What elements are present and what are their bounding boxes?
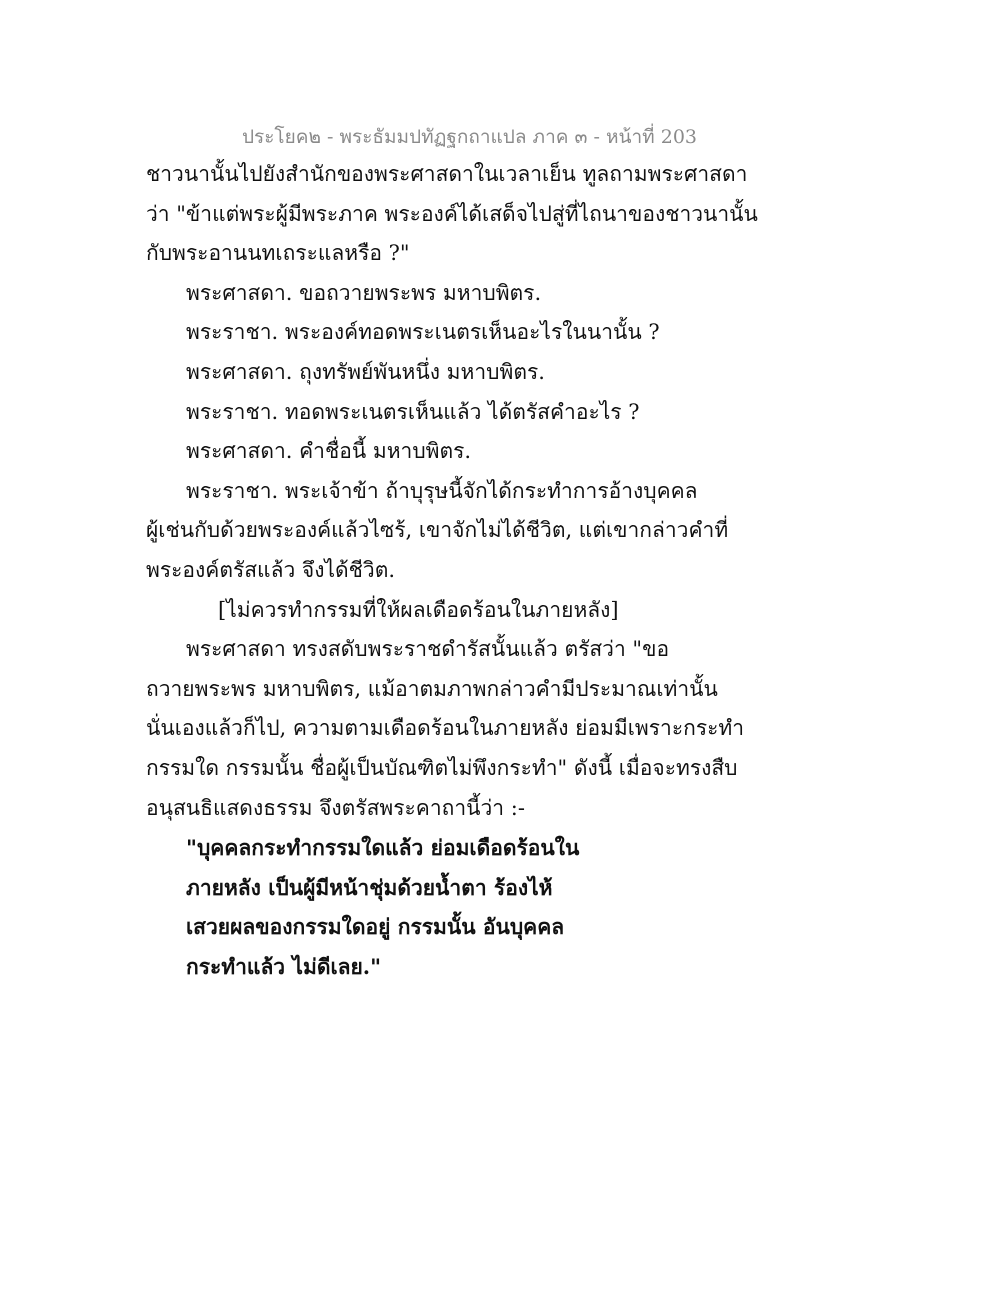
verse-line: ภายหลัง เป็นผู้มีหน้าชุ่มด้วยน้ำตา ร้องไห้ <box>186 874 553 900</box>
paragraph-start: พระศาสดา ทรงสดับพระราชดำรัสนั้นแล้ว ตรัสว่า "ขอ <box>186 637 670 662</box>
text-line: ผู้เช่นกับด้วยพระองค์แล้วไซร้, เขาจักไม่ได้ชีวิต, แต่เขากล่าวคำที่ <box>146 518 729 543</box>
dialogue-line: พระศาสดา. ขอถวายพระพร มหาบพิตร. <box>186 280 542 305</box>
text-line: ว่า "ข้าแต่พระผู้มีพระภาค พระองค์ได้เสด็จไปสู่ที่ไถนาของชาวนานั้น <box>146 201 758 226</box>
section-heading: [ไม่ควรทำกรรมที่ให้ผลเดือดร้อนในภายหลัง] <box>218 597 619 622</box>
dialogue-line: พระราชา. พระองค์ทอดพระเนตรเห็นอะไรในนานั้น ? <box>186 320 660 345</box>
text-line: กรรมใด กรรมนั้น ชื่อผู้เป็นบัณฑิตไม่พึงกระทำ" ดังนี้ เมื่อจะทรงสืบ <box>146 755 738 780</box>
verse-line: กระทำแล้ว ไม่ดีเลย." <box>186 953 382 979</box>
verse-line: เสวยผลของกรรมใดอยู่ กรรมนั้น อันบุคคล <box>186 914 565 940</box>
text-line: นั่นเองแล้วก็ไป, ความตามเดือดร้อนในภายหลัง ย่อมมีเพราะกระทำ <box>146 716 745 741</box>
page-header: ประโยค๒ - พระธัมมปทัฏฐกถาแปล ภาค ๓ - หน้าที่ 203 <box>241 126 697 148</box>
text-line: กับพระอานนทเถระแลหรือ ?" <box>146 241 410 266</box>
body-text <box>146 155 758 986</box>
text-line: พระองค์ตรัสแล้ว จึงได้ชีวิต. <box>146 557 396 582</box>
verse-line: "บุคคลกระทำกรรมใดแล้ว ย่อมเดือดร้อนใน <box>186 835 580 861</box>
dialogue-line: พระราชา. พระเจ้าข้า ถ้าบุรุษนี้จักได้กระทำการอ้างบุคคล <box>186 478 698 503</box>
text-line: ถวายพระพร มหาบพิตร, แม้อาตมภาพกล่าวคำมีประมาณเท่านั้น <box>146 676 718 701</box>
dialogue-line: พระศาสดา. ถุงทรัพย์พันหนึ่ง มหาบพิตร. <box>186 359 545 384</box>
dialogue-line: พระศาสดา. คำชื่อนี้ มหาบพิตร. <box>186 439 472 464</box>
text-line: ชาวนานั้นไปยังสำนักของพระศาสดาในเวลาเย็น ทูลถามพระศาสดา <box>146 162 748 186</box>
dialogue-line: พระราชา. ทอดพระเนตรเห็นแล้ว ได้ตรัสคำอะไร ? <box>186 399 640 424</box>
text-line: อนุสนธิแสดงธรรม จึงตรัสพระคาถานี้ว่า :- <box>146 795 525 820</box>
